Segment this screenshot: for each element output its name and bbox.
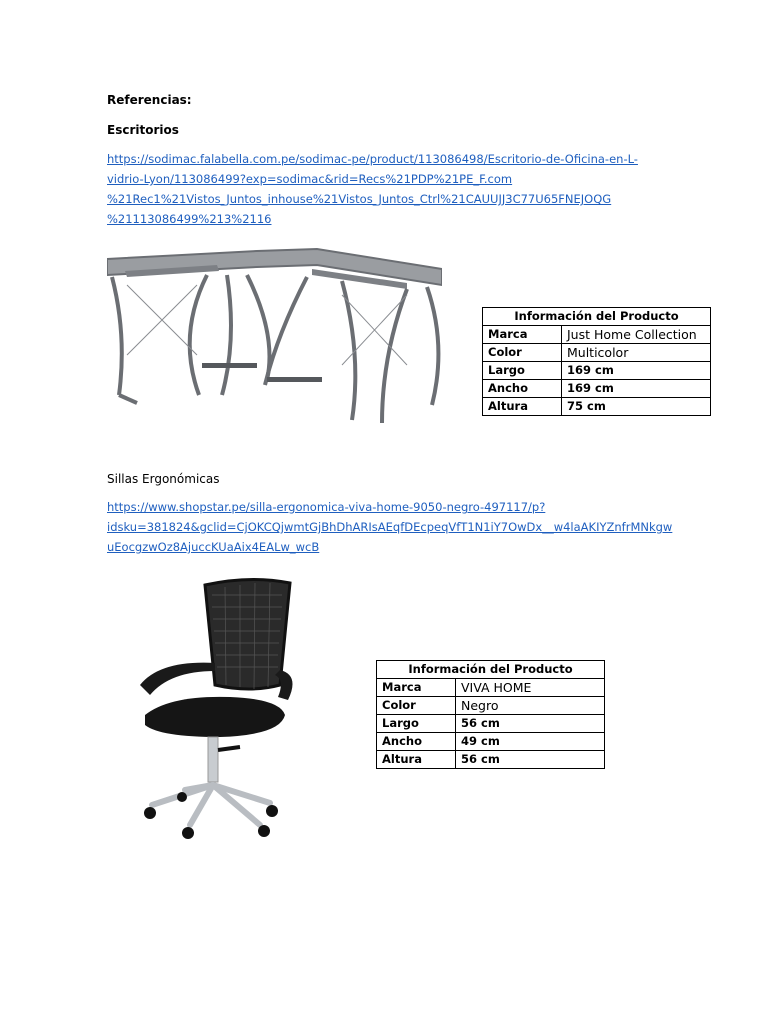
chair-brand-value: VIVA HOME — [456, 679, 605, 697]
table-row — [377, 715, 605, 733]
desk-color-label: Color — [483, 344, 562, 362]
desk-color-value: Multicolor — [562, 344, 711, 362]
chair-width-label: Ancho — [377, 733, 456, 751]
desk-length-label: Largo — [483, 362, 562, 380]
desks-heading: Escritorios — [107, 123, 179, 137]
chair-length-value: 56 cm — [456, 715, 605, 733]
desk-brand-value: Just Home Collection — [562, 326, 711, 344]
chair-brand-label: Marca — [377, 679, 456, 697]
chair-image — [130, 575, 295, 840]
desk-brand-label: Marca — [483, 326, 562, 344]
desk-link-line-1[interactable]: https://sodimac.falabella.com.pe/sodimac-pe/product/113086498/Escritorio-de-Oficina-en-L- — [107, 152, 638, 166]
table-row — [483, 344, 711, 362]
desk-image — [107, 245, 442, 430]
desk-link[interactable] — [107, 149, 638, 229]
chair-link[interactable] — [107, 497, 672, 557]
l-shaped-desk-illustration — [107, 245, 442, 430]
references-heading: Referencias: — [107, 93, 192, 107]
chairs-heading: Sillas Ergonómicas — [107, 472, 220, 486]
table-row — [483, 398, 711, 416]
chair-color-label: Color — [377, 697, 456, 715]
chair-link-line-1[interactable]: https://www.shopstar.pe/silla-ergonomica-viva-home-9050-negro-497117/p? — [107, 500, 546, 514]
ergonomic-chair-illustration — [130, 575, 295, 840]
chair-height-label: Altura — [377, 751, 456, 769]
desk-link-line-2[interactable]: vidrio-Lyon/113086499?exp=sodimac&rid=Recs%21PDP%21PE_F.com — [107, 172, 513, 186]
desk-height-label: Altura — [483, 398, 562, 416]
table-row — [377, 697, 605, 715]
table-row — [483, 362, 711, 380]
table-row — [377, 751, 605, 769]
desk-product-info-table — [482, 307, 711, 416]
desk-link-line-4[interactable]: %21113086499%213%2116 — [107, 212, 272, 226]
chair-link-line-2[interactable]: idsku=381824&gclid=CjOKCQjwmtGjBhDhARIsAEqfDEcpeqVfT1N1iY7OwDx__w4laAKIYZnfrMNkgw — [107, 520, 673, 534]
chair-product-info-table — [376, 660, 605, 769]
chair-link-line-3[interactable]: uEocgzwOz8AjuccKUaAix4EALw_wcB — [107, 540, 320, 554]
desk-table-title: Información del Producto — [483, 308, 711, 326]
chair-color-value: Negro — [456, 697, 605, 715]
chair-width-value: 49 cm — [456, 733, 605, 751]
desk-width-label: Ancho — [483, 380, 562, 398]
table-row — [483, 380, 711, 398]
desk-length-value: 169 cm — [562, 362, 711, 380]
chair-height-value: 56 cm — [456, 751, 605, 769]
table-row — [377, 733, 605, 751]
desk-height-value: 75 cm — [562, 398, 711, 416]
desk-width-value: 169 cm — [562, 380, 711, 398]
chair-table-title: Información del Producto — [377, 661, 605, 679]
chair-length-label: Largo — [377, 715, 456, 733]
desk-link-line-3[interactable]: %21Rec1%21Vistos_Juntos_inhouse%21Vistos_Juntos_Ctrl%21CAUUJJ3C77U65FNEJOQG — [107, 192, 612, 206]
table-row — [483, 326, 711, 344]
table-row — [377, 679, 605, 697]
